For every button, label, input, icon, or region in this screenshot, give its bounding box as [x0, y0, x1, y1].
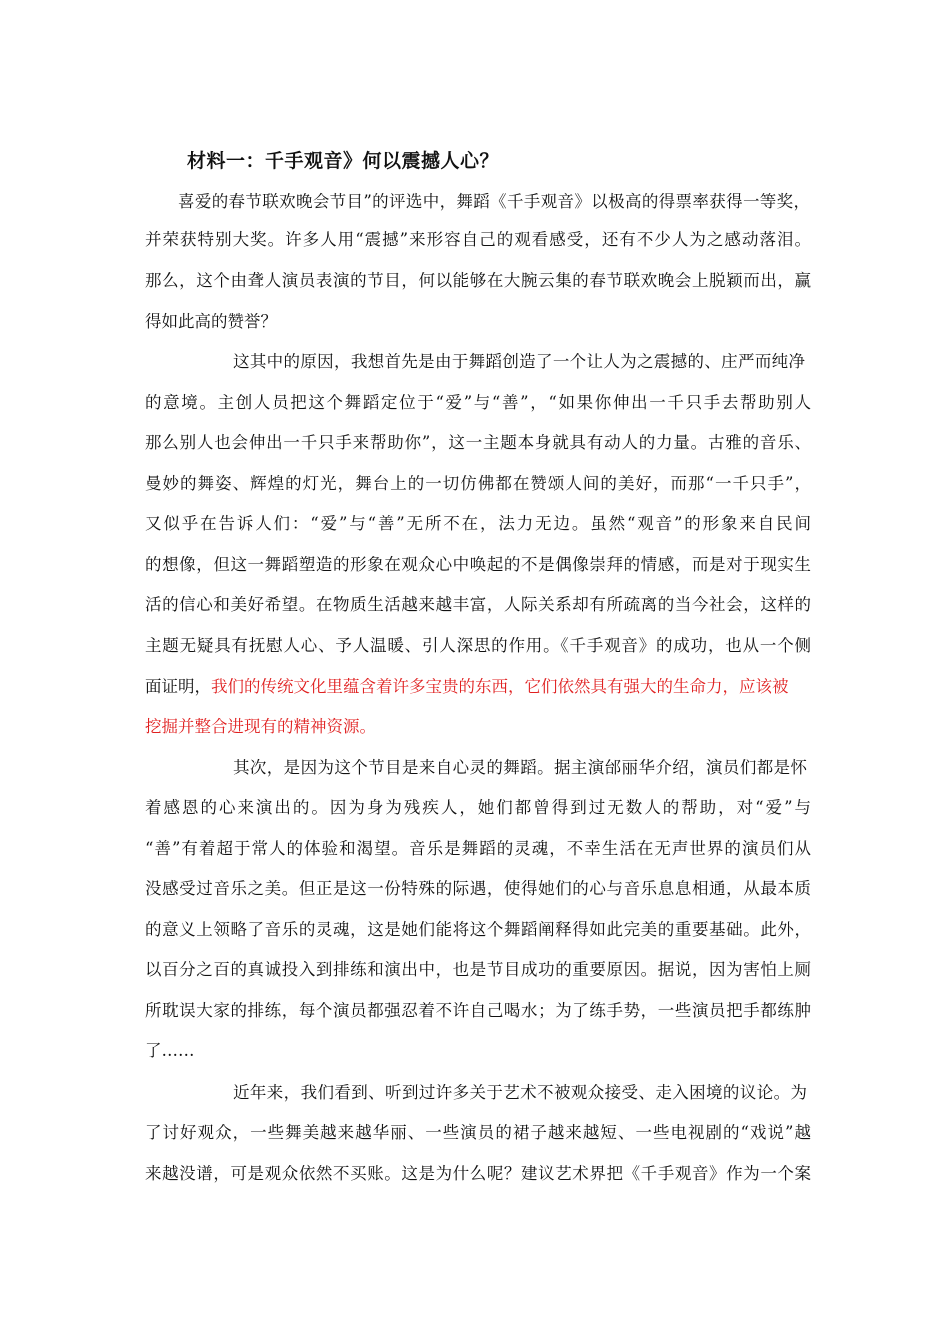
plain-text-span: 面证明，: [145, 677, 211, 696]
paragraph-4-line-1: 近年来，我们看到、听到过许多关于艺术不被观众接受、走入困境的议论。为: [233, 1083, 807, 1102]
highlighted-text-span: 我们的传统文化里蕴含着许多宝贵的东西，它们依然具有强大的生命力，应该被: [211, 677, 789, 696]
paragraph-3-line-8: 了……: [145, 1041, 195, 1060]
highlighted-text-line: 挖掘并整合进现有的精神资源。: [145, 717, 376, 736]
paragraph-3-line-2: 着感恩的心来演出的。因为身为残疾人，她们都曾得到过无数人的帮助，对“爱”与: [145, 798, 811, 817]
paragraph-2-line-5: 又似乎在告诉人们：“爱”与“善”无所不在，法力无边。虽然“观音”的形象来自民间: [145, 514, 811, 533]
paragraph-3-line-5: 的意义上领略了音乐的灵魂，这是她们能将这个舞蹈阐释得如此完美的重要基础。此外，: [145, 920, 811, 939]
paragraph-3-line-1: 其次，是因为这个节目是来自心灵的舞蹈。据主演邰丽华介绍，演员们都是怀: [233, 758, 807, 777]
paragraph-2-line-8: 主题无疑具有抚慰人心、予人温暖、引人深思的作用。《千手观音》的成功，也从一个侧: [145, 636, 811, 655]
paragraph-3-line-4: 没感受过音乐之美。但正是这一份特殊的际遇，使得她们的心与音乐息息相通，从最本质: [145, 879, 811, 898]
paragraph-3-line-3: “善”有着超于常人的体验和渴望。音乐是舞蹈的灵魂，不幸生活在无声世界的演员们从: [145, 839, 811, 858]
paragraph-2-line-9: [145, 675, 811, 699]
paragraph-1-line-4: 得如此高的赞誉？: [145, 312, 277, 331]
section-title: 材料一：千手观音》何以震撼人心？: [187, 150, 500, 172]
paragraph-3-line-7: 所耽误大家的排练，每个演员都强忍着不许自己喝水；为了练手势，一些演员把手都练肿: [145, 1001, 811, 1020]
paragraph-4-line-3: 来越没谱，可是观众依然不买账。这是为什么呢？建议艺术界把《千手观音》作为一个案: [145, 1164, 811, 1183]
paragraph-3-line-6: 以百分之百的真诚投入到排练和演出中，也是节目成功的重要原因。据说，因为害怕上厕: [145, 960, 811, 979]
paragraph-2-line-4: 曼妙的舞姿、辉煌的灯光，舞台上的一切仿佛都在赞颂人间的美好，而那“一千只手”，: [145, 474, 811, 493]
paragraph-4-line-2: 了讨好观众，一些舞美越来越华丽、一些演员的裙子越来越短、一些电视剧的“戏说”越: [145, 1123, 811, 1142]
paragraph-2-line-2: 的意境。主创人员把这个舞蹈定位于“爱”与“善”，“如果你伸出一千只手去帮助别人: [145, 393, 811, 412]
paragraph-2-line-3: 那么别人也会伸出一千只手来帮助你”，这一主题本身就具有动人的力量。古雅的音乐、: [145, 433, 811, 452]
paragraph-1-line-2: 并荣获特别大奖。许多人用“震撼”来形容自己的观看感受，还有不少人为之感动落泪。: [145, 230, 811, 249]
paragraph-2-line-1: 这其中的原因，我想首先是由于舞蹈创造了一个让人为之震撼的、庄严而纯净: [233, 352, 805, 371]
paragraph-1-line-1: 喜爱的春节联欢晚会节目”的评选中，舞蹈《千手观音》以极高的得票率获得一等奖，: [178, 192, 810, 211]
paragraph-2-line-7: 活的信心和美好希望。在物质生活越来越丰富，人际关系却有所疏离的当今社会，这样的: [145, 595, 811, 614]
paragraph-1-line-3: 那么，这个由聋人演员表演的节目，何以能够在大腕云集的春节联欢晚会上脱颖而出，赢: [145, 271, 811, 290]
paragraph-2-line-6: 的想像，但这一舞蹈塑造的形象在观众心中唤起的不是偶像崇拜的情感，而是对于现实生: [145, 555, 811, 574]
